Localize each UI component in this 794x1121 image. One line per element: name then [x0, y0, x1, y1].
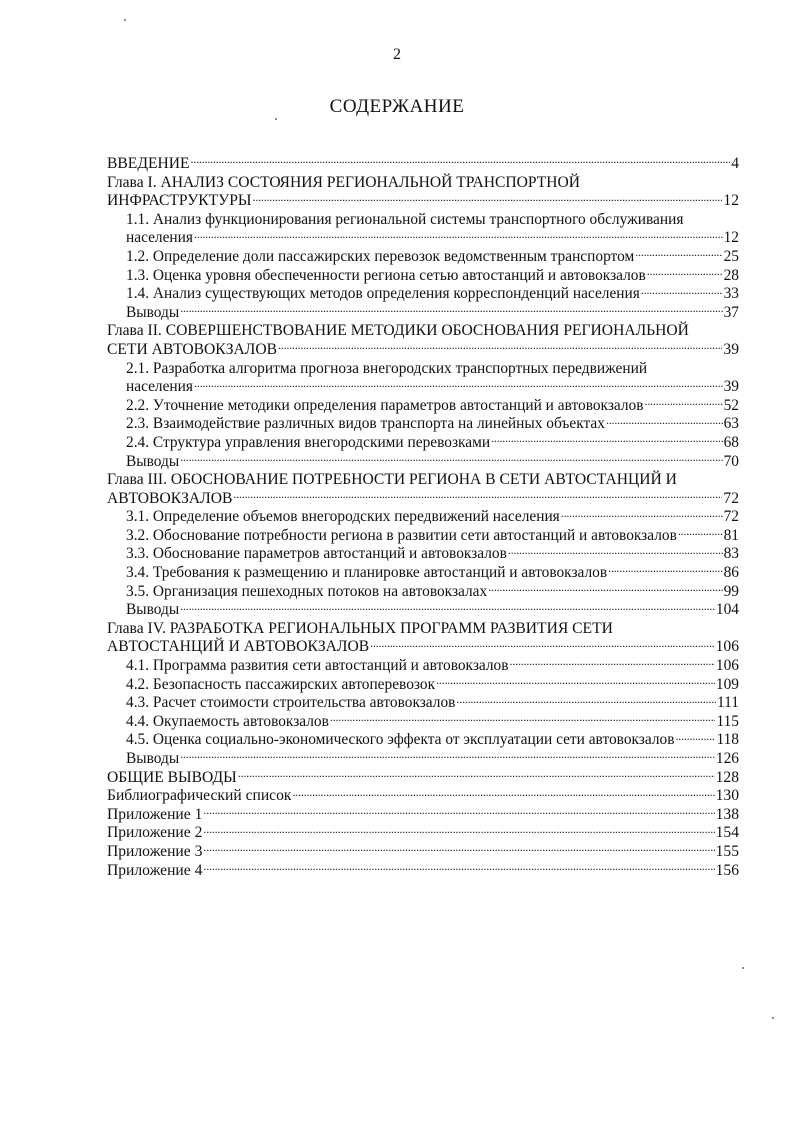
toc-entry-row: [126, 378, 739, 397]
toc-dot-leader: [238, 770, 715, 782]
toc-entry-label: Выводы: [126, 452, 180, 470]
toc-page-number: 118: [716, 731, 739, 749]
toc-entry: [107, 211, 739, 248]
toc-entry: [107, 155, 739, 174]
scan-speck: [124, 19, 126, 21]
toc-dot-leader: [647, 268, 723, 280]
toc-entry-label: 4.3. Расчет стоимости строительства автовокзалов: [126, 694, 456, 712]
toc-entry: [107, 508, 739, 527]
toc-entry: [107, 583, 739, 602]
toc-entry: [107, 824, 739, 843]
toc-entry-title-line: Глава II. СОВЕРШЕНСТВОВАНИЕ МЕТОДИКИ ОБОСНОВАНИЯ РЕГИОНАЛЬНОЙ: [107, 322, 689, 340]
toc-entry: [107, 434, 739, 453]
toc-entry-row: [126, 304, 739, 323]
toc-entry: [107, 453, 739, 472]
toc-page-number: 109: [715, 675, 739, 693]
toc-entry-label: 3.2. Обоснование потребности региона в развитии сети автостанций и автовокзалов: [126, 526, 677, 544]
toc-entry-label: 4.1. Программа развития сети автостанций и автовокзалов: [126, 657, 509, 675]
toc-page-number: 25: [723, 247, 739, 265]
toc-entry: [107, 731, 739, 750]
toc-dot-leader: [292, 788, 714, 800]
toc-page-number: 63: [723, 415, 739, 433]
toc-dot-leader: [606, 416, 723, 428]
toc-dot-leader: [635, 249, 722, 261]
toc-page-number: 154: [715, 824, 739, 842]
toc-entry-label: Приложение 1: [107, 805, 203, 823]
toc-dot-leader: [180, 454, 722, 466]
toc-entry: [107, 787, 739, 806]
toc-entry-label: 1.3. Оценка уровня обеспеченности региона сетью автостанций и автовокзалов: [126, 266, 646, 284]
toc-entry-label: 3.1. Определение объемов внегородских передвижений населения: [126, 508, 560, 526]
toc-entry-row: [107, 843, 739, 862]
toc-dot-leader: [194, 230, 723, 242]
toc-entry-label: АВТОСТАНЦИЙ И АВТОВОКЗАЛОВ: [107, 638, 370, 656]
toc-page-number: 52: [723, 396, 739, 414]
toc-entry-label: 2.4. Структура управления внегородскими перевозками: [126, 433, 491, 451]
toc-entry-row: [107, 638, 739, 657]
toc-page-number: 4: [731, 155, 739, 172]
toc-dot-leader: [253, 193, 723, 205]
toc-entry: [107, 471, 739, 508]
toc-page-number: 72: [723, 508, 739, 526]
toc-entry: [107, 620, 739, 657]
toc-entry-row: [107, 806, 739, 825]
toc-dot-leader: [508, 546, 723, 558]
toc-dot-leader: [561, 509, 723, 521]
toc-dot-leader: [370, 639, 714, 651]
toc-page-number: 28: [723, 266, 739, 284]
toc-entry-title-line: 1.1. Анализ функционирования региональной системы транспортного обслуживания: [126, 210, 684, 228]
toc-entry: [107, 304, 739, 323]
toc-entry-label: 4.2. Безопасность пассажирских автоперевозок: [126, 675, 436, 693]
toc-page-number: 155: [715, 842, 739, 860]
toc-entry-row: [107, 192, 739, 211]
toc-entry-row: [126, 453, 739, 472]
scan-speck: [772, 1017, 774, 1019]
toc-page-number: 33: [723, 285, 739, 303]
toc-page-number: 12: [723, 192, 739, 210]
toc-dot-leader: [203, 825, 714, 837]
toc-dot-leader: [203, 863, 714, 875]
toc-dot-leader: [233, 491, 722, 503]
toc-entry-label: 4.5. Оценка социально-экономического эффекта от эксплуатации сети автовокзалов: [126, 731, 675, 749]
toc-entry: [107, 676, 739, 695]
toc-entry-row: [107, 490, 739, 509]
toc-page-number: 86: [723, 564, 739, 582]
toc-entry-label: 3.4. Требования к размещению и планировке автостанций и автовокзалов: [126, 564, 608, 582]
toc-entry-label: ИНФРАСТРУКТУРЫ: [107, 192, 252, 210]
toc-entry-row: [126, 601, 739, 620]
toc-dot-leader: [194, 379, 723, 391]
toc-entry-label: населения: [126, 378, 193, 396]
toc-entry-row: [107, 824, 739, 843]
toc-entry-row: [126, 527, 739, 546]
toc-dot-leader: [191, 156, 731, 168]
toc-entry: [107, 657, 739, 676]
toc-entry: [107, 601, 739, 620]
toc-entry-label: Приложение 2: [107, 824, 203, 842]
toc-dot-leader: [203, 844, 714, 856]
toc-entry-label: 1.2. Определение доли пассажирских перевозок ведомственным транспортом: [126, 247, 635, 265]
toc-entry: [107, 267, 739, 286]
toc-page-number: 106: [715, 638, 739, 656]
toc-entry-row: [126, 285, 739, 304]
toc-page-number: 111: [717, 694, 739, 712]
toc-page-number: 39: [723, 340, 739, 358]
toc-entry: [107, 545, 739, 564]
toc-entry-row: [126, 508, 739, 527]
toc-entry-label: ОБЩИЕ ВЫВОДЫ: [107, 768, 237, 786]
toc-entry-label: Приложение 3: [107, 842, 203, 860]
toc-page-number: 106: [715, 657, 739, 675]
toc-entry: [107, 248, 739, 267]
toc-entry-row: [107, 769, 739, 788]
scan-speck: [275, 118, 277, 120]
toc-dot-leader: [675, 732, 715, 744]
toc-entry-row: [126, 583, 739, 602]
toc-page-number: 70: [723, 452, 739, 470]
toc-entry-label: Выводы: [126, 303, 180, 321]
toc-entry-row: [126, 564, 739, 583]
toc-dot-leader: [641, 286, 723, 298]
toc-dot-leader: [180, 305, 722, 317]
toc-entry-label: 2.3. Взаимодействие различных видов транспорта на линейных объектах: [126, 415, 605, 433]
toc-dot-leader: [330, 714, 716, 726]
toc-entry-row: [126, 415, 739, 434]
toc-entry-label: населения: [126, 229, 193, 247]
page-number: 2: [393, 46, 401, 63]
toc-entry-title-line: 2.1. Разработка алгоритма прогноза внегородских транспортных передвижений: [126, 359, 648, 377]
toc-entry-title-line: Глава I. АНАЛИЗ СОСТОЯНИЯ РЕГИОНАЛЬНОЙ ТРАНСПОРТНОЙ: [107, 173, 581, 191]
toc-entry-row: [126, 713, 739, 732]
toc-page-number: 72: [723, 489, 739, 507]
toc-entry: [107, 174, 739, 211]
toc-entry-row: [107, 155, 739, 174]
toc-entry-title-line: Глава III. ОБОСНОВАНИЕ ПОТРЕБНОСТИ РЕГИОНА В СЕТИ АВТОСТАНЦИЙ И: [107, 471, 677, 489]
toc-entry-label: 3.3. Обоснование параметров автостанций и автовокзалов: [126, 545, 507, 563]
toc-entry-label: 1.4. Анализ существующих методов определения корреспонденций населения: [126, 285, 640, 303]
toc-entry-label: Библиографический список: [107, 787, 292, 805]
toc-entry-row: [107, 787, 739, 806]
toc-entry-label: 3.5. Организация пешеходных потоков на автовокзалах: [126, 582, 488, 600]
toc-dot-leader: [180, 751, 715, 763]
toc-page-number: 126: [715, 750, 739, 767]
toc-dot-leader: [203, 807, 714, 819]
toc-entry: [107, 285, 739, 304]
toc-entry-label: Выводы: [126, 601, 180, 619]
toc-entry: [107, 806, 739, 825]
toc-page-number: 128: [715, 768, 739, 786]
toc-entry-label: Приложение 4: [107, 861, 203, 879]
toc-dot-leader: [645, 398, 723, 410]
toc-entry-label: АВТОВОКЗАЛОВ: [107, 489, 233, 507]
toc-dot-leader: [436, 677, 715, 689]
toc-dot-leader: [456, 695, 716, 707]
toc-entry-row: [126, 657, 739, 676]
toc-dot-leader: [488, 584, 722, 596]
toc-dot-leader: [278, 342, 722, 354]
toc-page-number: 99: [723, 582, 739, 600]
toc-entry-row: [107, 862, 739, 881]
toc-entry-label: 4.4. Окупаемость автовокзалов: [126, 712, 329, 730]
toc-page-number: 104: [715, 601, 739, 619]
toc-entry: [107, 862, 739, 881]
toc-entry-row: [126, 397, 739, 416]
toc-page-number: 12: [723, 229, 739, 247]
page-title: СОДЕРЖАНИЕ: [329, 96, 465, 117]
toc-entry-title-line: Глава IV. РАЗРАБОТКА РЕГИОНАЛЬНЫХ ПРОГРАММ РАЗВИТИЯ СЕТИ: [107, 619, 613, 637]
toc-page-number: 130: [715, 787, 739, 805]
scan-speck: [742, 967, 744, 969]
toc-entry-row: [126, 434, 739, 453]
toc-page-number: 37: [723, 303, 739, 321]
toc-entry-row: [126, 248, 739, 267]
toc-entry-label: СЕТИ АВТОВОКЗАЛОВ: [107, 340, 278, 358]
toc-dot-leader: [180, 602, 715, 614]
toc-page-number: 39: [723, 378, 739, 396]
toc-entry-row: [126, 267, 739, 286]
toc-entry: [107, 415, 739, 434]
toc-entry-row: [126, 229, 739, 248]
toc-entry-row: [107, 341, 739, 360]
toc-entry: [107, 360, 739, 397]
toc-entry: [107, 694, 739, 713]
toc-dot-leader: [608, 565, 722, 577]
toc-entry: [107, 564, 739, 583]
toc-entry: [107, 322, 739, 359]
toc-entry: [107, 769, 739, 788]
toc-page-number: 115: [716, 712, 739, 730]
toc-entry: [107, 843, 739, 862]
toc-dot-leader: [491, 435, 723, 447]
toc-page-number: 81: [723, 526, 739, 544]
toc-entry: [107, 527, 739, 546]
toc-entry-row: [126, 694, 739, 713]
toc-page-number: 83: [723, 545, 739, 563]
toc-page-number: 138: [715, 805, 739, 823]
toc-entry: [107, 713, 739, 732]
toc-page-number: 156: [715, 861, 739, 879]
toc-entry-label: ВВЕДЕНИЕ: [107, 155, 190, 172]
toc-entry-label: 2.2. Уточнение методики определения параметров автостанций и автовокзалов: [126, 396, 644, 414]
toc-dot-leader: [510, 658, 715, 670]
toc-entry-row: [126, 545, 739, 564]
toc-entry-row: [126, 750, 739, 769]
toc-entry-label: Выводы: [126, 750, 180, 767]
table-of-contents: [107, 155, 739, 880]
toc-entry: [107, 750, 739, 769]
toc-entry-row: [126, 731, 739, 750]
toc-entry-row: [126, 676, 739, 695]
toc-dot-leader: [678, 528, 723, 540]
toc-page-number: 68: [723, 433, 739, 451]
toc-entry: [107, 397, 739, 416]
